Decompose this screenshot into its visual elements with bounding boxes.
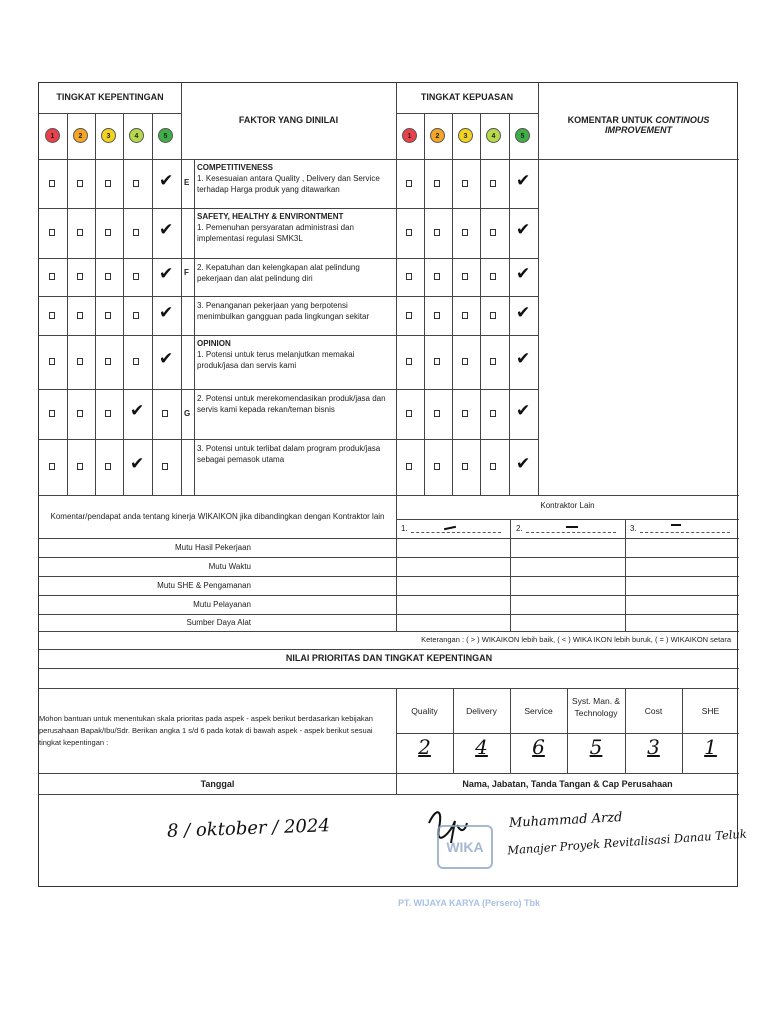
satisfaction-check-row-1-icon[interactable]: ✔ (516, 170, 531, 191)
compare-row-mutu-she: Mutu SHE & Pengamanan (157, 581, 251, 590)
satisfaction-checkbox-row-4[interactable] (490, 312, 496, 319)
satisfaction-checkbox-row-6[interactable] (406, 410, 412, 417)
satisfaction-checkbox-row-3[interactable] (462, 273, 468, 280)
compare-row-sumber-daya: Sumber Daya Alat (186, 618, 251, 627)
aspect-label-3: Service (524, 706, 553, 716)
satisfaction-checkbox-row-7[interactable] (434, 463, 440, 470)
importance-check-row-2-icon[interactable]: ✔ (159, 220, 174, 240)
aspect-label-2: Delivery (466, 706, 497, 716)
importance-checkbox-row-7[interactable] (162, 463, 168, 470)
importance-checkbox-row-3[interactable] (105, 273, 111, 280)
compare-row-mutu-waktu: Mutu Waktu (208, 562, 251, 571)
factor-opinion-1: OPINION 1. Potensi untuk terus melanjutkan memakai produk/jasa dan servis kami (197, 339, 355, 370)
company-stamp: WIKA (437, 825, 493, 869)
importance-checkbox-row-1[interactable] (105, 180, 111, 187)
aspect-label-1: Quality (411, 706, 438, 716)
group-label-f: F (184, 268, 189, 277)
satisfaction-checkbox-row-5[interactable] (406, 358, 412, 365)
satisfaction-check-row-7-icon[interactable]: ✔ (516, 454, 531, 474)
factor-opinion-2: 2. Potensi untuk merekomendasikan produk/jasa dan servis kami kepada rekan/teman bisnis (197, 394, 386, 414)
date-value[interactable]: 8 / oktober / 2024 (166, 815, 331, 842)
importance-checkbox-row-4[interactable] (105, 312, 111, 319)
importance-checkbox-row-6[interactable] (162, 410, 168, 417)
importance-scale-4-icon: 4 (129, 128, 144, 143)
satisfaction-scale-5-icon: 5 (515, 128, 530, 143)
importance-checkbox-row-6[interactable] (77, 410, 83, 417)
priority-instruction: Mohon bantuan untuk menentukan skala prioritas pada aspek - aspek berikut berdasarkan kebijakan perusahaan Bapak/Ibu/Sdr. Berikan angka 1 s/d 6 pada kotak di bawah aspek - aspek berikut sesuai tingkat kepentingan : (39, 714, 373, 747)
survey-form (38, 82, 748, 887)
group-label-g: G (184, 409, 191, 418)
aspect-value-5[interactable]: 3 (647, 735, 660, 759)
satisfaction-checkbox-row-6[interactable] (434, 410, 440, 417)
importance-checkbox-row-1[interactable] (77, 180, 83, 187)
sign-label: Nama, Jabatan, Tanda Tangan & Cap Perusahaan (462, 779, 673, 789)
compare-prompt: Komentar/pendapat anda tentang kinerja WIKAIKON jika dibandingkan dengan Kontraktor lain (50, 512, 385, 521)
satisfaction-checkbox-row-4[interactable] (434, 312, 440, 319)
compare-row-mutu-hasil: Mutu Hasil Pekerjaan (174, 543, 251, 552)
satisfaction-scale-4-icon: 4 (486, 128, 501, 143)
importance-checkbox-row-5[interactable] (49, 358, 55, 365)
satisfaction-checkbox-row-2[interactable] (462, 229, 468, 236)
factor-safety-2: 2. Kepatuhan dan kelengkapan alat pelindung pekerjaan dan alat pelindung diri (197, 263, 360, 283)
aspect-label-6: SHE (701, 706, 720, 716)
satisfaction-check-row-2-icon[interactable]: ✔ (516, 220, 531, 240)
importance-checkbox-row-6[interactable] (49, 410, 55, 417)
satisfaction-checkbox-row-4[interactable] (462, 312, 468, 319)
satisfaction-check-row-3-icon[interactable]: ✔ (516, 264, 531, 284)
satisfaction-checkbox-row-1[interactable] (406, 180, 412, 187)
importance-checkbox-row-4[interactable] (49, 312, 55, 319)
satisfaction-checkbox-row-2[interactable] (406, 229, 412, 236)
importance-scale-2-icon: 2 (73, 128, 88, 143)
aspect-value-1[interactable]: 2 (418, 735, 431, 759)
factor-competitiveness: COMPETITIVENESS 1. Kesesuaian antara Quality , Delivery dan Service terhadap Harga produk yang ditawarkan (197, 163, 380, 194)
priority-title: NILAI PRIORITAS DAN TINGKAT KEPENTINGAN (285, 653, 493, 663)
importance-checkbox-row-3[interactable] (77, 273, 83, 280)
importance-check-row-3-icon[interactable]: ✔ (159, 264, 174, 284)
importance-checkbox-row-2[interactable] (77, 229, 83, 236)
importance-checkbox-row-5[interactable] (133, 358, 139, 365)
satisfaction-scale-2-icon: 2 (430, 128, 445, 143)
comment-header: KOMENTAR UNTUK CONTINOUS IMPROVEMENT (567, 115, 710, 135)
importance-check-row-1-icon[interactable]: ✔ (159, 170, 174, 191)
importance-checkbox-row-1[interactable] (133, 180, 139, 187)
satisfaction-checkbox-row-6[interactable] (462, 410, 468, 417)
satisfaction-scale-1-icon: 1 (402, 128, 417, 143)
contractor-slot-3[interactable]: 3. (630, 524, 637, 533)
satisfaction-checkbox-row-7[interactable] (490, 463, 496, 470)
satisfaction-checkbox-row-1[interactable] (434, 180, 440, 187)
aspect-value-4[interactable]: 5 (589, 735, 603, 759)
date-label: Tanggal (200, 779, 235, 789)
satisfaction-checkbox-row-3[interactable] (434, 273, 440, 280)
contractor-slot-1[interactable]: 1. (401, 524, 408, 533)
importance-checkbox-row-2[interactable] (49, 229, 55, 236)
importance-checkbox-row-4[interactable] (77, 312, 83, 319)
importance-check-row-7-icon[interactable]: ✔ (130, 454, 145, 474)
compare-legend: Keterangan : ( > ) WIKAIKON lebih baik, ( < ) WIKA IKON lebih buruk, ( = ) WIKAIKON setara (421, 635, 731, 644)
satisfaction-check-row-5-icon[interactable]: ✔ (516, 349, 531, 369)
importance-checkbox-row-4[interactable] (133, 312, 139, 319)
importance-scale-5-icon: 5 (158, 128, 173, 143)
satisfaction-checkbox-row-5[interactable] (490, 358, 496, 365)
satisfaction-checkbox-row-7[interactable] (406, 463, 412, 470)
contractor-slot-2[interactable]: 2. (516, 524, 523, 533)
satisfaction-header: TINGKAT KEPUASAN (420, 92, 514, 102)
satisfaction-checkbox-row-1[interactable] (490, 180, 496, 187)
satisfaction-checkbox-row-3[interactable] (490, 273, 496, 280)
aspect-value-3[interactable]: 6 (532, 735, 545, 759)
factor-header: FAKTOR YANG DINILAI (238, 115, 339, 125)
satisfaction-check-row-4-icon[interactable]: ✔ (516, 302, 531, 323)
aspect-label-5: Cost (644, 706, 663, 716)
satisfaction-checkbox-row-1[interactable] (462, 180, 468, 187)
satisfaction-scale-3-icon: 3 (458, 128, 473, 143)
importance-checkbox-row-7[interactable] (77, 463, 83, 470)
group-label-e: E (184, 178, 190, 187)
importance-check-row-4-icon[interactable]: ✔ (159, 302, 174, 323)
company-name: PT. WIJAYA KARYA (Persero) Tbk (398, 898, 541, 908)
importance-scale-3-icon: 3 (101, 128, 116, 143)
importance-checkbox-row-5[interactable] (105, 358, 111, 365)
importance-check-row-5-icon[interactable]: ✔ (159, 349, 174, 369)
satisfaction-checkbox-row-2[interactable] (434, 229, 440, 236)
importance-checkbox-row-2[interactable] (105, 229, 111, 236)
importance-scale-1-icon: 1 (45, 128, 60, 143)
other-contractor-header: Kontraktor Lain (540, 501, 595, 510)
importance-checkbox-row-3[interactable] (133, 273, 139, 280)
satisfaction-checkbox-row-5[interactable] (434, 358, 440, 365)
importance-checkbox-row-6[interactable] (105, 410, 111, 417)
importance-check-row-6-icon[interactable]: ✔ (130, 401, 145, 421)
factor-safety-3: 3. Penanganan pekerjaan yang berpotensi menimbulkan gangguan pada lingkungan sekitar (197, 301, 370, 321)
importance-checkbox-row-3[interactable] (49, 273, 55, 280)
satisfaction-checkbox-row-4[interactable] (406, 312, 412, 319)
importance-checkbox-row-7[interactable] (105, 463, 111, 470)
signer-title: Manajer Proyek Revitalisasi Danau Teluk (506, 826, 748, 858)
importance-checkbox-row-1[interactable] (49, 180, 55, 187)
factor-opinion-3: 3. Potensi untuk terlibat dalam program produk/jasa sebagai pemasok utama (197, 444, 381, 464)
satisfaction-checkbox-row-3[interactable] (406, 273, 412, 280)
satisfaction-checkbox-row-5[interactable] (462, 358, 468, 365)
importance-checkbox-row-5[interactable] (77, 358, 83, 365)
importance-header: TINGKAT KEPENTINGAN (56, 92, 164, 102)
signer-name: Muhammad Arzd (508, 810, 623, 831)
aspect-label-4: Syst. Man. & Technology (571, 696, 621, 718)
satisfaction-checkbox-row-6[interactable] (490, 410, 496, 417)
aspect-value-6[interactable]: 1 (704, 735, 717, 759)
importance-checkbox-row-7[interactable] (49, 463, 55, 470)
satisfaction-checkbox-row-2[interactable] (490, 229, 496, 236)
satisfaction-checkbox-row-7[interactable] (462, 463, 468, 470)
satisfaction-check-row-6-icon[interactable]: ✔ (516, 401, 531, 421)
importance-checkbox-row-2[interactable] (133, 229, 139, 236)
aspect-value-2[interactable]: 4 (475, 735, 488, 759)
factor-safety-1: SAFETY, HEALTHY & ENVIRONTMENT 1. Pemenuhan persyaratan administrasi dan implementasi regulasi SMK3L (197, 212, 354, 243)
compare-row-mutu-pelayanan: Mutu Pelayanan (193, 600, 251, 609)
